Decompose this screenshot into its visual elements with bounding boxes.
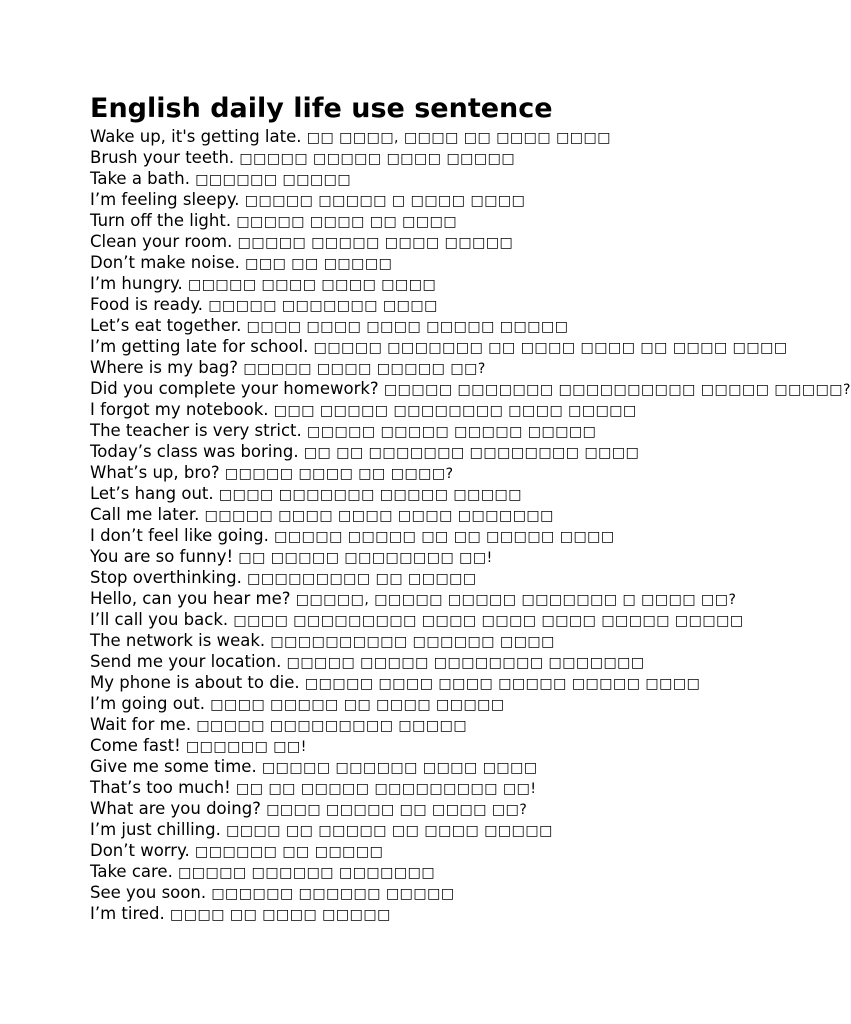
sentence-line — [90, 441, 750, 462]
sentence-line — [90, 273, 750, 294]
english-sentence: Come fast! — [90, 736, 181, 755]
translation-text: □□ □□□□, □□□□ □□ □□□□ □□□□ — [306, 130, 611, 146]
sentence-line — [90, 798, 750, 819]
sentence-line — [90, 315, 750, 336]
sentence-line — [90, 840, 750, 861]
english-sentence: Don’t make noise. — [90, 253, 240, 272]
english-sentence: See you soon. — [90, 883, 207, 902]
english-sentence: Call me later. — [90, 505, 200, 524]
sentence-line — [90, 756, 750, 777]
sentence-line — [90, 147, 750, 168]
english-sentence: Did you complete your homework? — [90, 379, 379, 398]
sentence-line — [90, 819, 750, 840]
translation-text: □□□□□ □□□□ □□□□ □□□□ — [187, 277, 437, 293]
english-sentence: Wait for me. — [90, 715, 192, 734]
english-sentence: Food is ready. — [90, 295, 204, 314]
translation-text: □□□ □□ □□□□□ — [245, 256, 393, 272]
sentence-line — [90, 651, 750, 672]
translation-text: □□□□□ □□□□ □□ □□□□ — [236, 214, 458, 230]
sentence-line — [90, 210, 750, 231]
english-sentence: The teacher is very strict. — [90, 421, 302, 440]
translation-text: □□□ □□□□□ □□□□□□□□ □□□□ □□□□□ — [273, 403, 637, 419]
sentence-line — [90, 630, 750, 651]
translation-text: □□□□□, □□□□□ □□□□□ □□□□□□□ □ □□□□ □□? — [295, 592, 737, 608]
translation-text: □□□□□□ □□□□□□ □□□□□ — [211, 886, 455, 902]
translation-text: □□□□□ □□□□ □□□□ □□□□ □□□□□□□ — [204, 508, 554, 524]
sentence-line — [90, 672, 750, 693]
english-sentence: Brush your teeth. — [90, 148, 235, 167]
english-sentence: Let’s hang out. — [90, 484, 214, 503]
translation-text: □□□□ □□□□□ □□ □□□□ □□□□□ — [210, 697, 505, 713]
english-sentence: I’m tired. — [90, 904, 165, 923]
english-sentence: You are so funny! — [90, 547, 234, 566]
sentence-line — [90, 546, 750, 567]
sentence-line — [90, 399, 750, 420]
sentence-line — [90, 882, 750, 903]
english-sentence: I’m getting late for school. — [90, 337, 309, 356]
sentence-line — [90, 588, 750, 609]
english-sentence: Clean your room. — [90, 232, 233, 251]
sentence-line — [90, 567, 750, 588]
translation-text: □□□□□ □□□□□□□□□ □□□□□ — [196, 718, 468, 734]
translation-text: □□□□□ □□□□□□□ □□□□ — [208, 298, 438, 314]
sentence-line — [90, 168, 750, 189]
sentence-line — [90, 504, 750, 525]
translation-text: □□ □□ □□□□□ □□□□□□□□□ □□! — [236, 781, 537, 797]
sentence-line — [90, 189, 750, 210]
translation-text: □□□□□ □□□□□ □□ □□ □□□□□ □□□□ — [274, 529, 615, 545]
english-sentence: Hello, can you hear me? — [90, 589, 291, 608]
english-sentence: Take a bath. — [90, 169, 190, 188]
english-sentence: What are you doing? — [90, 799, 261, 818]
translation-text: □□□□□ □□□□□ □□□□□□□□ □□□□□□□ — [286, 655, 645, 671]
english-sentence: I’m feeling sleepy. — [90, 190, 240, 209]
sentence-line — [90, 294, 750, 315]
sentence-line — [90, 735, 750, 756]
translation-text: □□□□□ □□□□□□□ □□ □□□□ □□□□ □□ □□□□ □□□□ — [313, 340, 788, 356]
sentence-line — [90, 525, 750, 546]
translation-text: □□□□□ □□□□□□□ □□□□□□□□□□ □□□□□ □□□□□? — [383, 382, 851, 398]
translation-text: □□ □□□□□ □□□□□□□□ □□! — [238, 550, 493, 566]
sentence-line — [90, 714, 750, 735]
sentence-line — [90, 777, 750, 798]
english-sentence: Today’s class was boring. — [90, 442, 299, 461]
sentence-line — [90, 231, 750, 252]
sentence-line — [90, 693, 750, 714]
sentence-line — [90, 861, 750, 882]
sentence-line — [90, 378, 851, 399]
english-sentence: I’m hungry. — [90, 274, 183, 293]
sentence-line — [90, 462, 750, 483]
translation-text: □□□□ □□□□□□□ □□□□□ □□□□□ — [218, 487, 523, 503]
english-sentence: Give me some time. — [90, 757, 257, 776]
english-sentence: Let’s eat together. — [90, 316, 242, 335]
english-sentence: That’s too much! — [90, 778, 231, 797]
translation-text: □□□□□□ □□! — [185, 739, 307, 755]
english-sentence: Stop overthinking. — [90, 568, 242, 587]
english-sentence: Don’t worry. — [90, 841, 190, 860]
translation-text: □□□□ □□ □□□□ □□□□□ — [170, 907, 391, 923]
translation-text: □□ □□ □□□□□□□ □□□□□□□□ □□□□ — [303, 445, 640, 461]
translation-text: □□□□ □□□□□□□□□ □□□□ □□□□ □□□□ □□□□□ □□□□□ — [233, 613, 744, 629]
translation-text: □□□□□ □□□□ □□□□□ □□? — [243, 361, 486, 377]
english-sentence: I’ll call you back. — [90, 610, 229, 629]
sentence-line — [90, 609, 750, 630]
english-sentence: Where is my bag? — [90, 358, 239, 377]
english-sentence: Send me your location. — [90, 652, 282, 671]
english-sentence: What’s up, bro? — [90, 463, 220, 482]
english-sentence: I don’t feel like going. — [90, 526, 269, 545]
english-sentence: I’m just chilling. — [90, 820, 221, 839]
translation-text: □□□□□ □□□□□□ □□□□□□□ — [178, 865, 436, 881]
sentence-line — [90, 357, 750, 378]
translation-text: □□□□ □□□□□ □□ □□□□ □□? — [266, 802, 528, 818]
sentence-line — [90, 420, 750, 441]
sentence-line — [90, 126, 750, 147]
translation-text: □□□□□□□□□ □□ □□□□□ — [247, 571, 477, 587]
sentence-line — [90, 483, 750, 504]
sentence-list — [90, 126, 851, 924]
english-sentence: I’m going out. — [90, 694, 206, 713]
translation-text: □□□□□ □□□□□□ □□□□ □□□□ — [261, 760, 538, 776]
english-sentence: Wake up, it's getting late. — [90, 127, 302, 146]
translation-text: □□□□□ □□□□ □□ □□□□? — [224, 466, 454, 482]
sentence-line — [90, 903, 750, 924]
translation-text: □□□□ □□□□ □□□□ □□□□□ □□□□□ — [246, 319, 569, 335]
translation-text: □□□□□□ □□□□□ — [195, 172, 352, 188]
translation-text: □□□□□ □□□□□ □ □□□□ □□□□ — [244, 193, 526, 209]
english-sentence: Turn off the light. — [90, 211, 232, 230]
sentence-line — [90, 252, 750, 273]
translation-text: □□□□□□ □□ □□□□□ — [195, 844, 384, 860]
translation-text: □□□□ □□ □□□□□ □□ □□□□ □□□□□ — [226, 823, 553, 839]
page-title: English daily life use sentence — [90, 93, 553, 124]
translation-text: □□□□□ □□□□□ □□□□ □□□□□ — [237, 235, 514, 251]
translation-text: □□□□□□□□□□ □□□□□□ □□□□ — [270, 634, 555, 650]
english-sentence: Take care. — [90, 862, 173, 881]
english-sentence: My phone is about to die. — [90, 673, 300, 692]
translation-text: □□□□□ □□□□ □□□□ □□□□□ □□□□□ □□□□ — [304, 676, 701, 692]
sentence-line — [90, 336, 788, 357]
english-sentence: The network is weak. — [90, 631, 266, 650]
translation-text: □□□□□ □□□□□ □□□□□ □□□□□ — [306, 424, 597, 440]
translation-text: □□□□□ □□□□□ □□□□ □□□□□ — [239, 151, 516, 167]
english-sentence: I forgot my notebook. — [90, 400, 269, 419]
